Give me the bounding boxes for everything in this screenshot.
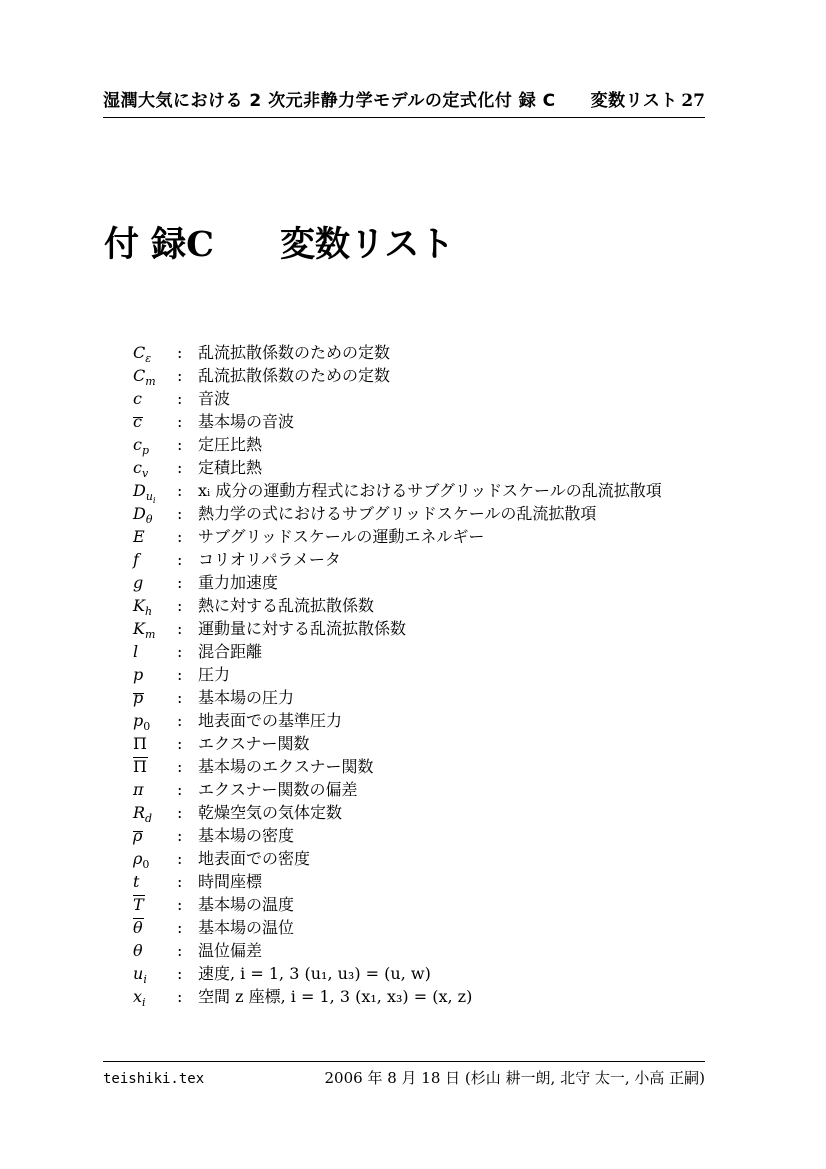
colon-separator: :: [177, 757, 183, 776]
colon-separator: :: [177, 596, 183, 615]
variable-row: [133, 893, 713, 916]
variable-description: 熱に対する乱流拡散係数: [198, 596, 375, 615]
colon-separator: :: [177, 826, 183, 845]
colon-separator: :: [177, 412, 183, 431]
variable-symbol: ρ: [133, 826, 143, 845]
variable-symbol: $K_m$: [133, 619, 156, 642]
colon-separator: :: [177, 872, 183, 891]
variable-symbol: Π: [133, 734, 147, 753]
variable-symbol: $c_v$: [133, 458, 149, 481]
colon-separator: :: [177, 688, 183, 707]
colon-separator: :: [177, 619, 183, 638]
variable-symbol: θ: [133, 941, 143, 960]
colon-separator: :: [177, 550, 183, 569]
variable-symbol: $u_i$: [133, 964, 147, 987]
variable-row: [133, 617, 713, 640]
colon-separator: :: [177, 734, 183, 753]
variable-description: 空間 z 座標, i = 1, 3 (x₁, x₃) = (x, z): [198, 987, 473, 1006]
variable-description: 基本場の温位: [198, 918, 295, 937]
variable-symbol: c: [133, 389, 142, 408]
colon-separator: :: [177, 803, 183, 822]
colon-separator: :: [177, 918, 183, 937]
variable-row: [133, 985, 713, 1008]
variable-symbol: T: [133, 895, 144, 914]
colon-separator: :: [177, 964, 183, 983]
variable-symbol: E: [133, 527, 145, 546]
variable-row: [133, 387, 713, 410]
colon-separator: :: [177, 665, 183, 684]
variable-symbol: t: [133, 872, 140, 891]
footer-filename: teishiki.tex: [103, 1071, 205, 1087]
variable-row: [133, 410, 713, 433]
variable-row: [133, 548, 713, 571]
variable-description: 地表面での基準圧力: [198, 711, 343, 730]
appendix-title-label: 付 録C: [104, 224, 215, 265]
variable-symbol: $K_h$: [133, 596, 153, 619]
variable-symbol: $p_0$: [133, 711, 151, 734]
variable-description: 基本場の密度: [198, 826, 295, 845]
variable-row: [133, 594, 713, 617]
variable-symbol: Π: [133, 757, 147, 776]
variable-row: [133, 640, 713, 663]
variable-symbol: θ: [133, 918, 143, 937]
variable-description: 運動量に対する乱流拡散係数: [198, 619, 407, 638]
variable-description: 基本場の圧力: [198, 688, 295, 707]
colon-separator: :: [177, 481, 183, 500]
variable-description: 基本場の温度: [198, 895, 295, 914]
colon-separator: :: [177, 504, 183, 523]
colon-separator: :: [177, 780, 183, 799]
variable-row: [133, 939, 713, 962]
variable-row: [133, 778, 713, 801]
variable-row: [133, 456, 713, 479]
variable-row: [133, 433, 713, 456]
variable-row: [133, 479, 713, 507]
colon-separator: :: [177, 987, 183, 1006]
variable-symbol: π: [133, 780, 144, 799]
variable-row: [133, 870, 713, 893]
variable-description: エクスナー関数の偏差: [198, 780, 358, 799]
variable-row: [133, 502, 713, 525]
variable-symbol: l: [133, 642, 139, 661]
variable-row: [133, 755, 713, 778]
variable-row: [133, 847, 713, 870]
variable-symbol: p: [133, 665, 144, 684]
variable-row: [133, 962, 713, 985]
variable-description: 基本場の音波: [198, 412, 295, 431]
variable-description: 基本場のエクスナー関数: [198, 757, 374, 776]
variable-symbol: $D_{u_i}$: [133, 481, 156, 507]
colon-separator: :: [177, 458, 183, 477]
variable-symbol: $C_m$: [133, 366, 156, 389]
variable-description: 定積比熱: [198, 458, 263, 477]
variable-symbol: $D_\theta$: [133, 504, 153, 527]
variable-description: コリオリパラメータ: [198, 550, 341, 569]
variable-symbol: f: [133, 550, 139, 569]
colon-separator: :: [177, 527, 183, 546]
appendix-title-name: 変数リスト: [280, 224, 455, 265]
variable-list: [133, 341, 713, 1008]
colon-separator: :: [177, 642, 183, 661]
variable-description: 温位偏差: [198, 941, 263, 960]
variable-row: [133, 571, 713, 594]
variable-symbol: g: [133, 573, 144, 592]
page-footer: [103, 1061, 705, 1088]
variable-row: [133, 341, 713, 364]
variable-symbol: $x_i$: [133, 987, 146, 1010]
variable-row: [133, 732, 713, 755]
colon-separator: :: [177, 366, 183, 385]
page-number: 27: [681, 91, 705, 111]
variable-description: 乱流拡散係数のための定数: [198, 343, 391, 362]
variable-description: 乱流拡散係数のための定数: [198, 366, 391, 385]
variable-row: [133, 525, 713, 548]
colon-separator: :: [177, 941, 183, 960]
colon-separator: :: [177, 711, 183, 730]
colon-separator: :: [177, 435, 183, 454]
variable-description: 地表面での密度: [198, 849, 311, 868]
variable-description: 速度, i = 1, 3 (u₁, u₃) = (u, w): [198, 964, 431, 983]
variable-description: サブグリッドスケールの運動エネルギー: [198, 527, 485, 546]
variable-description: 圧力: [198, 665, 231, 684]
running-header-title: 湿潤大気における 2 次元非静力学モデルの定式化付 録 C 変数リスト: [103, 91, 678, 111]
variable-description: 音波: [198, 389, 231, 408]
colon-separator: :: [177, 343, 183, 362]
footer-date-authors: 2006 年 8 月 18 日 (杉山 耕一朗, 北守 太一, 小高 正嗣): [324, 1069, 705, 1087]
colon-separator: :: [177, 895, 183, 914]
variable-row: [133, 916, 713, 939]
variable-symbol: $c_p$: [133, 435, 150, 458]
variable-symbol: $R_d$: [133, 803, 153, 826]
colon-separator: :: [177, 573, 183, 592]
variable-description: 時間座標: [198, 872, 263, 891]
variable-description: 重力加速度: [198, 573, 279, 592]
variable-description: 混合距離: [198, 642, 263, 661]
running-header: [103, 86, 705, 118]
appendix-title: [104, 217, 454, 267]
variable-description: 乾燥空気の気体定数: [198, 803, 343, 822]
variable-symbol: $C_\varepsilon$: [133, 343, 152, 366]
variable-symbol: p: [133, 688, 144, 707]
colon-separator: :: [177, 849, 183, 868]
variable-row: [133, 801, 713, 824]
variable-description: xᵢ 成分の運動方程式におけるサブグリッドスケールの乱流拡散項: [198, 481, 662, 500]
variable-row: [133, 663, 713, 686]
variable-row: [133, 686, 713, 709]
variable-description: エクスナー関数: [198, 734, 310, 753]
variable-symbol: $\rho_0$: [133, 849, 150, 872]
variable-row: [133, 709, 713, 732]
variable-description: 熱力学の式におけるサブグリッドスケールの乱流拡散項: [198, 504, 597, 523]
variable-symbol: c: [133, 412, 142, 431]
colon-separator: :: [177, 389, 183, 408]
variable-row: [133, 824, 713, 847]
variable-description: 定圧比熱: [198, 435, 263, 454]
variable-row: [133, 364, 713, 387]
